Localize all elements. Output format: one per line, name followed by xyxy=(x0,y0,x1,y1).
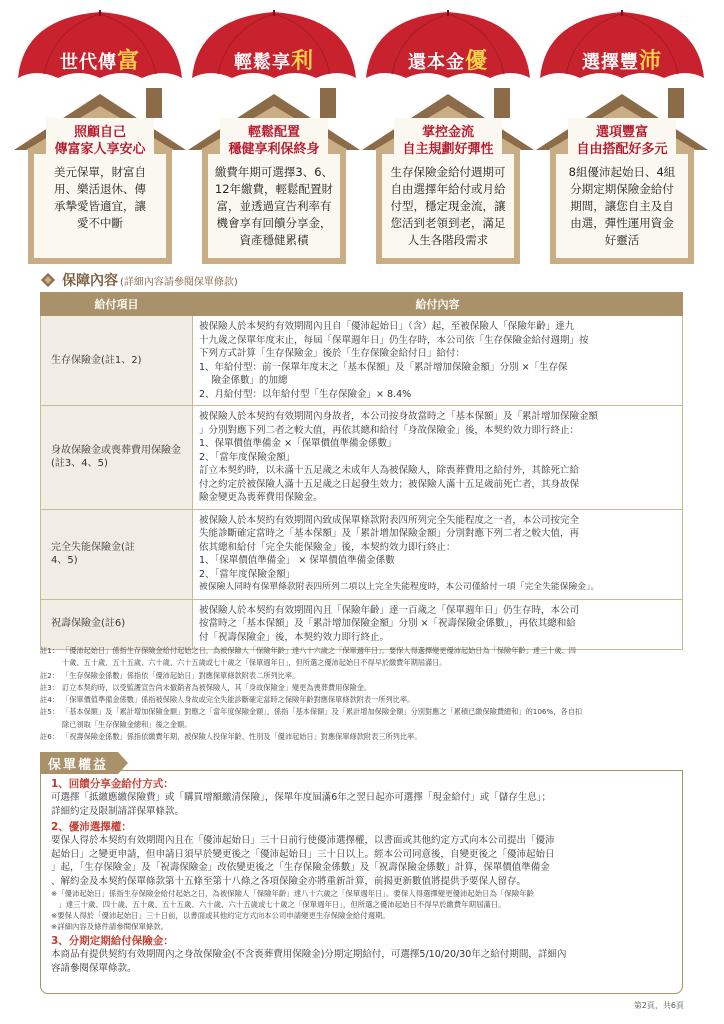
feature-headline: 掌控金流 自主規劃好彈性 xyxy=(402,125,494,157)
benefit-description: 被保險人於本契約有效期間內身故者，本公司按身故當時之「基本保額」及「累計增加保險金額 」分別對應下列二者之較大值，再依其總和給付「身故保險金」後，本契約效力即行終止： 1、保單價值準備金 ×「保單價值準備金係數」 2、「當年度保險金額」 訂立本契約時，以未滿十五足歲之未成年人為被保險人，除喪葬費用之給付外，其餘死亡給 付之約定於被保險人滿十五足歲之日起發生效力；被保險人滿十五足歲前死亡者，其身故保 險金變更為喪葬費用保險金。 xyxy=(193,406,683,510)
benefit-item: 身故保險金或喪葬費用保險金(註3、4、5) xyxy=(41,406,193,510)
rights-item-heading: 1、回饋分享金給付方式： xyxy=(51,778,174,790)
feature-card-1 xyxy=(14,8,186,264)
rights-item-heading: 3、分期定期給付保險金： xyxy=(51,935,174,947)
feature-description: 生存保險金給付週期可 自由選擇年給付或月給 付型，穩定現金流，讓 您活到老領到老，滿足 人生各階段需求 xyxy=(390,165,506,247)
house-icon xyxy=(188,88,360,266)
benefit-item: 生存保險金(註1、2) xyxy=(41,316,193,406)
coverage-title: 保障內容 xyxy=(62,273,118,289)
coverage-subtitle: (詳細內容請參閱保單條款) xyxy=(120,276,238,288)
benefit-description: 被保險人於本契約有效期間內且自「優沛起始日」（含）起，至被保險人「保險年齡」達九 十九歲之保單年度末止，每屆「保單週年日」仍生存時，本公司依「生存保險金給付週期」按 下列方式計算「生存保險金」後於「生存保險金給付日」給付： 1、年給付型：前一保單年度末之「基本保額」及「累計增加保險金額」分別 ×「生存保 險金係數」的加總 2、月給付型：以年給付型「生存保險金」× 8.4% xyxy=(193,316,683,406)
feature-title: 還本金優 xyxy=(407,49,488,74)
table-header-row xyxy=(41,293,683,316)
rights-item-2: 2、優沛選擇權： 要保人得於本契約有效期間內且在「優沛起始日」三十日前行使優沛選擇權，以書面或其他約定方式向本公司提出「優沛 起始日」之變更申請，但申請日須早於變更後之「優沛起始日」三十日以上。經本公司同意後，自變更後之「優沛起始日 」起，「生存保險金」及「祝壽保險金」改依變更後之「生存保險金係數」及「祝壽保險金係數」計算，保單價值準備金 、解約金及本契約保單條款第十五條至第十八條之各項保險金亦將重新計算，前揭更新數值將提供予要保人留存。 ※「優沛起始日」係指生存保險金給付起始之日，為被保險人「保險年齡」達八十六歲之「保單週年日」。要保人得選擇變更優沛起始日為「保險年齡 」達三十歲、四十歲、五十歲、五十五歲、六十歲、六十五歲或七十歲之「保單週年日」，但所選之優沛起始日不得早於繳費年期屆滿日。 ※要保人得於「優沛起始日」三十日前，以書面或其他約定方式向本公司申請變更生存保險金給付週期。 ※詳細內容及條件請參閱保單條款。 xyxy=(51,820,670,932)
footnote: 註4： 「保單價值準備金係數」係指被保險人身故或完全失能診斷確定當時之保險年齡對應保單條款附表一所列比率。 xyxy=(40,695,415,705)
table-row xyxy=(41,406,683,510)
feature-description: 繳費年期可選擇3、6、 12年繳費，輕鬆配置財 富，並透過宣告利率有 機會享有回饋分享金， 資產穩健累積 xyxy=(214,165,334,247)
page-number: 第2頁，共6頁 xyxy=(633,1001,684,1010)
umbrella-icon xyxy=(188,8,360,96)
feature-description: 美元保單，財富自 用、樂活退休、傳 承摯愛皆適宜，讓 愛不中斷 xyxy=(54,165,146,230)
rights-title: 保單權益 xyxy=(40,752,118,774)
rights-item-heading: 2、優沛選擇權： xyxy=(51,821,132,833)
table-row xyxy=(41,316,683,406)
benefit-item: 完全失能保險金(註4、5) xyxy=(41,509,193,599)
feature-title: 輕鬆享利 xyxy=(233,49,314,74)
feature-houses xyxy=(0,0,724,268)
footnotes xyxy=(40,645,685,743)
feature-card-4 xyxy=(536,8,708,264)
column-header-content: 給付內容 xyxy=(193,293,683,316)
house-icon xyxy=(14,88,186,266)
benefit-item: 祝壽保險金(註6) xyxy=(41,599,193,649)
coverage-heading xyxy=(40,270,238,290)
house-icon xyxy=(536,88,708,266)
feature-headline: 輕鬆配置 穩健享利保終身 xyxy=(228,125,320,157)
feature-card-3 xyxy=(362,8,534,264)
feature-headline: 照顧自己 傳富家人享安心 xyxy=(54,125,146,157)
rights-item-1: 1、回饋分享金給付方式： 可選擇「抵繳應繳保險費」或「購買增額繳清保險」，保單年度屆滿6年之翌日起亦可選擇「現金給付」或「儲存生息」； 詳細約定及限制請詳保單條款。 xyxy=(51,777,670,818)
footnote: 註1： 「優沛起始日」係指生存保險金給付起始之日，為被保險人「保險年齡」達八十六歲之「保單週年日」。要保人得選擇變更優沛起始日為「保險年齡」達三十歲、四 十歲、五十歲、五十五歲、六十歲、六十五歲或七十歲之「保單週年日」，但所選之優沛起始日不得早於繳費年期屆滿日。 xyxy=(40,646,576,668)
benefit-description: 被保險人於本契約有效期間內致成保單條款附表四所列完全失能程度之一者，本公司按完全 失能診斷確定當時之「基本保額」及「累計增加保險金額」分別對應下列二者之較大值，再 依其總和給付「完全失能保險金」後，本契約效力即行終止： 1、「保單價值準備金」 × 保單價值準備金係數 2、「當年度保險金額」 被保險人同時有保單條款附表四所列二項以上完全失能程度時，本公司僅給付一項「完全失能保險金」。 xyxy=(193,509,683,599)
umbrella-icon xyxy=(362,8,534,96)
feature-headline: 選項豐富 自由搭配好多元 xyxy=(576,125,668,157)
coverage-table xyxy=(40,292,683,650)
footnote: 註3： 訂立本契約時，以受監護宣告尚未撤銷者為被保險人，其「身故保險金」變更為喪葬費用保險金。 xyxy=(40,682,372,692)
footnote: 註2： 「生存保險金係數」係指依「優沛起始日」對應保單條款附表二所列比率。 xyxy=(40,670,300,680)
rights-item-3: 3、分期定期給付保險金： 本商品有提供契約有效期間內之身故保險金(不含喪葬費用保險金)分期定期給付，可選擇5/10/20/30年之給付期間，詳細內 容請參閱保單條款。 xyxy=(51,934,670,975)
diamond-icon xyxy=(40,272,56,288)
column-header-item: 給付項目 xyxy=(41,293,193,316)
table-row xyxy=(41,509,683,599)
umbrella-icon xyxy=(14,8,186,96)
umbrella-icon xyxy=(536,8,708,96)
feature-title: 世代傳富 xyxy=(59,49,140,74)
house-icon xyxy=(362,88,534,266)
rights-box xyxy=(40,770,683,994)
table-row xyxy=(41,599,683,649)
footnote: 註6： 「祝壽保險金係數」係指依繳費年期、被保險人投保年齡、性別及「優沛起始日」對應保單條款附表三所列比率。 xyxy=(40,732,422,742)
feature-description: 8組優沛起始日、4組 分期定期保險金給付 期間，讓您自主及自 由選，彈性運用資金 好靈活 xyxy=(568,165,676,247)
feature-title: 選擇豐沛 xyxy=(581,49,662,74)
feature-card-2 xyxy=(188,8,360,264)
benefit-description: 被保險人於本契約有效期間內且「保險年齡」達一百歲之「保單週年日」仍生存時，本公司 按當時之「基本保額」及「累計增加保險金額」分別 ×「祝壽保險金係數」，再依其總和給 付「祝壽保險金」後，本契約效力即行終止。 xyxy=(193,599,683,649)
footnote: 註5： 「基本保額」及「累計增加保險金額」對應之「當年度保險金額」，係指「基本保額」及「累計增加保險金額」分別對應之「累積已繳保險費總和」的106%，各自扣 除已領取「生存保險金總和」後之金額。 xyxy=(40,707,583,729)
